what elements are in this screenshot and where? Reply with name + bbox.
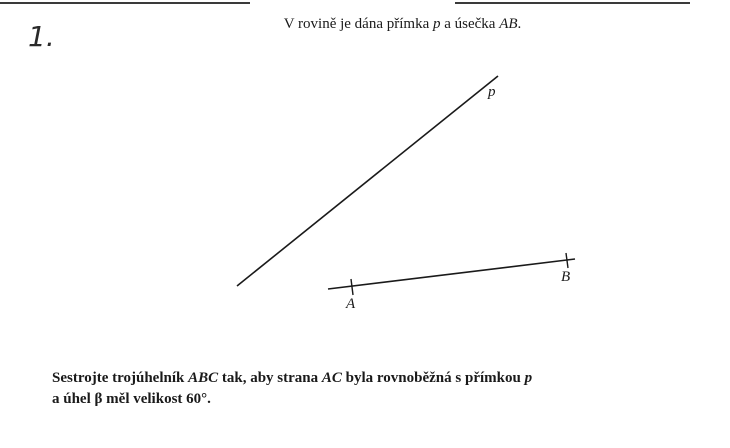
intro-line-var: p (432, 16, 441, 32)
intro-text (0, 16, 730, 33)
task-line-2: a úhel β měl velikost 60°. (52, 391, 211, 407)
intro-segment-var: AB (499, 16, 518, 32)
task-line-var: p (524, 370, 533, 386)
point-b-label: B (561, 269, 571, 285)
point-b-tick (566, 253, 568, 268)
point-a-tick (351, 279, 353, 295)
task-text (52, 368, 652, 410)
task-part2: tak, aby strana (218, 370, 322, 386)
task-side: AC (321, 370, 342, 386)
task-line-1 (52, 368, 652, 389)
line-p (237, 76, 498, 286)
segment-ab (328, 259, 575, 289)
intro-part3: . (517, 16, 522, 32)
line-p-label: p (488, 84, 496, 100)
task-part3: byla rovnoběžná s přímkou (341, 370, 525, 386)
task-part1: Sestrojte trojúhelník (52, 370, 189, 386)
problem-number: 1. (28, 20, 55, 53)
task-triangle: ABC (188, 370, 219, 386)
intro-part2: a úsečka (440, 16, 500, 32)
point-a-label: A (346, 296, 356, 312)
intro-part1: V rovině je dána přímka (283, 16, 433, 32)
